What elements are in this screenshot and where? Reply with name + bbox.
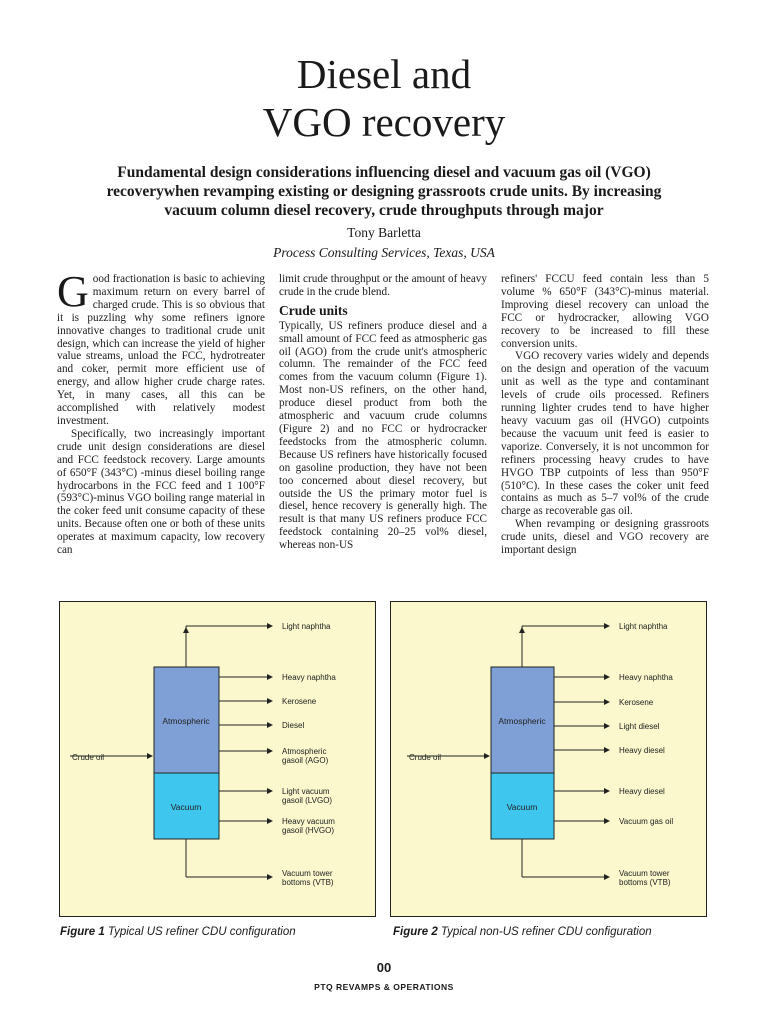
- article-title: [0, 50, 768, 146]
- figure-1: [59, 601, 376, 917]
- output-label: Light vacuum: [282, 787, 330, 796]
- column-2: [279, 273, 487, 585]
- atmospheric-label: Atmospheric: [498, 716, 546, 726]
- output-label: Light naphtha: [282, 622, 331, 631]
- title-line-2: VGO recovery: [262, 99, 506, 145]
- output-label: gasoil (LVGO): [282, 796, 333, 805]
- paragraph-text: ood fractionation is basic to achieving maximum return on every barrel of charged crude. This is so obvious that it is puzzling why some refiners ignore innovative changes to traditional crude unit design, which can increase the yield of higher value streams, unload the FCC, hydrotreater and coker, permit more efficient use of energy, and allow higher crude charge rates. Yet, in many cases, all this can be accomplished with relatively modest investment.: [57, 273, 265, 427]
- paragraph: Specifically, two increasingly important crude unit design considerations are diesel and FCC feedstock recovery. Large amounts of 650°F (343°C) -minus diesel boiling range hydrocarbons in the FCC feed and 1 100°F (593°C)-minus VGO boiling range material in the coker feed unit consume capacity of these units. Because often one or both of these units operates at maximum capacity, low recovery can: [57, 427, 265, 557]
- output-label: gasoil (AGO): [282, 756, 329, 765]
- paragraph: Typically, US refiners produce diesel and a small amount of FCC feed as atmospheric gas oil (AGO) from the crude unit's atmospheric column. The remainder of the FCC feed comes from the vacuum column (Figure 1). Most non-US refiners, on the other hand, produce diesel product from both the atmospheric and vacuum crude columns (Figure 2) and no FCC or hydrocracker feedstocks from the atmospheric column. Because US refiners have historically focused on gasoline production, they have not been too concerned about diesel recovery, but outside the US the primary motor fuel is diesel, hence recovery is generally high. The result is that many US refiners produce FCC feedstock containing 20–25 vol% diesel, whereas non-US: [279, 319, 487, 552]
- affiliation: Process Consulting Services, Texas, USA: [273, 245, 495, 260]
- paragraph: limit crude throughput or the amount of heavy crude in the crude blend.: [279, 273, 487, 298]
- vacuum-label: Vacuum: [170, 802, 202, 812]
- caption-text: Typical US refiner CDU configuration: [104, 926, 296, 938]
- paragraph: When revamping or designing grassroots crude units, diesel and VGO recovery are important design: [501, 518, 709, 557]
- paragraph: refiners' FCCU feed contain less than 5 volume % 650°F (343°C)-minus material. Improving diesel recovery can unload the FCC or hydrocracker, allowing VGO recovery to be increased to fill these conversion units.: [501, 273, 709, 350]
- output-label: Heavy diesel: [619, 746, 665, 755]
- standfirst: Fundamental design considerations influencing diesel and vacuum gas oil (VGO) recoverywhen revamping existing or designing grassroots crude units. By increasing vacuum column diesel recovery, crude throughputs through major: [106, 164, 662, 219]
- output-label: Vacuum tower: [619, 869, 670, 878]
- section-heading: Crude units: [279, 302, 348, 318]
- output-label: Heavy diesel: [619, 787, 665, 796]
- caption-number: Figure 2: [393, 926, 438, 938]
- running-title: PTQ REVAMPS & OPERATIONS: [314, 982, 454, 992]
- figure-1-diagram: [60, 602, 377, 918]
- output-label: Heavy vacuum: [282, 817, 335, 826]
- output-label: bottoms (VTB): [619, 878, 671, 887]
- output-label: Kerosene: [282, 697, 317, 706]
- page-number: 00: [376, 960, 392, 975]
- caption-number: Figure 1: [60, 926, 105, 938]
- figure-1-caption: [60, 926, 296, 938]
- output-label: Vacuum gas oil: [619, 817, 674, 826]
- output-label: Heavy naphtha: [619, 673, 673, 682]
- output-label: Kerosene: [619, 698, 654, 707]
- title-line-1: Diesel and: [296, 51, 472, 97]
- paragraph: VGO recovery varies widely and depends on the design and operation of the vacuum unit as well as the type and contaminant levels of crude oils processed. Refiners running lighter crudes tend to have higher heavy vacuum gas oil (HVGO) cutpoints because the vacuum unit feed is easier to vaporize. Conversely, it is not uncommon for refiners processing heavy crudes to have HVGO TBP cutpoints of less than 950°F (510°C). In these cases the coker unit feed contains as much as 5–7 vol% of the crude charge as recoverable gas oil.: [501, 350, 709, 518]
- output-label: Light naphtha: [619, 622, 668, 631]
- figure-2: [390, 601, 707, 917]
- output-label: bottoms (VTB): [282, 878, 334, 887]
- feed-label: Crude oil: [409, 753, 442, 762]
- vacuum-label: Vacuum: [506, 802, 538, 812]
- figure-2-diagram: [391, 602, 708, 918]
- figure-2-caption: [393, 926, 652, 938]
- column-1: [57, 273, 265, 585]
- output-label: Diesel: [282, 721, 305, 730]
- author: Tony Barletta: [347, 225, 421, 240]
- output-label: Atmospheric: [282, 747, 327, 756]
- output-label: gasoil (HVGO): [282, 826, 335, 835]
- output-label: Vacuum tower: [282, 869, 333, 878]
- drop-cap: G: [57, 273, 89, 316]
- paragraph: [57, 273, 265, 428]
- output-label: Heavy naphtha: [282, 673, 336, 682]
- feed-label: Crude oil: [72, 753, 105, 762]
- column-3: [501, 273, 709, 585]
- output-label: Light diesel: [619, 722, 660, 731]
- caption-text: Typical non-US refiner CDU configuration: [437, 926, 652, 938]
- atmospheric-label: Atmospheric: [162, 716, 210, 726]
